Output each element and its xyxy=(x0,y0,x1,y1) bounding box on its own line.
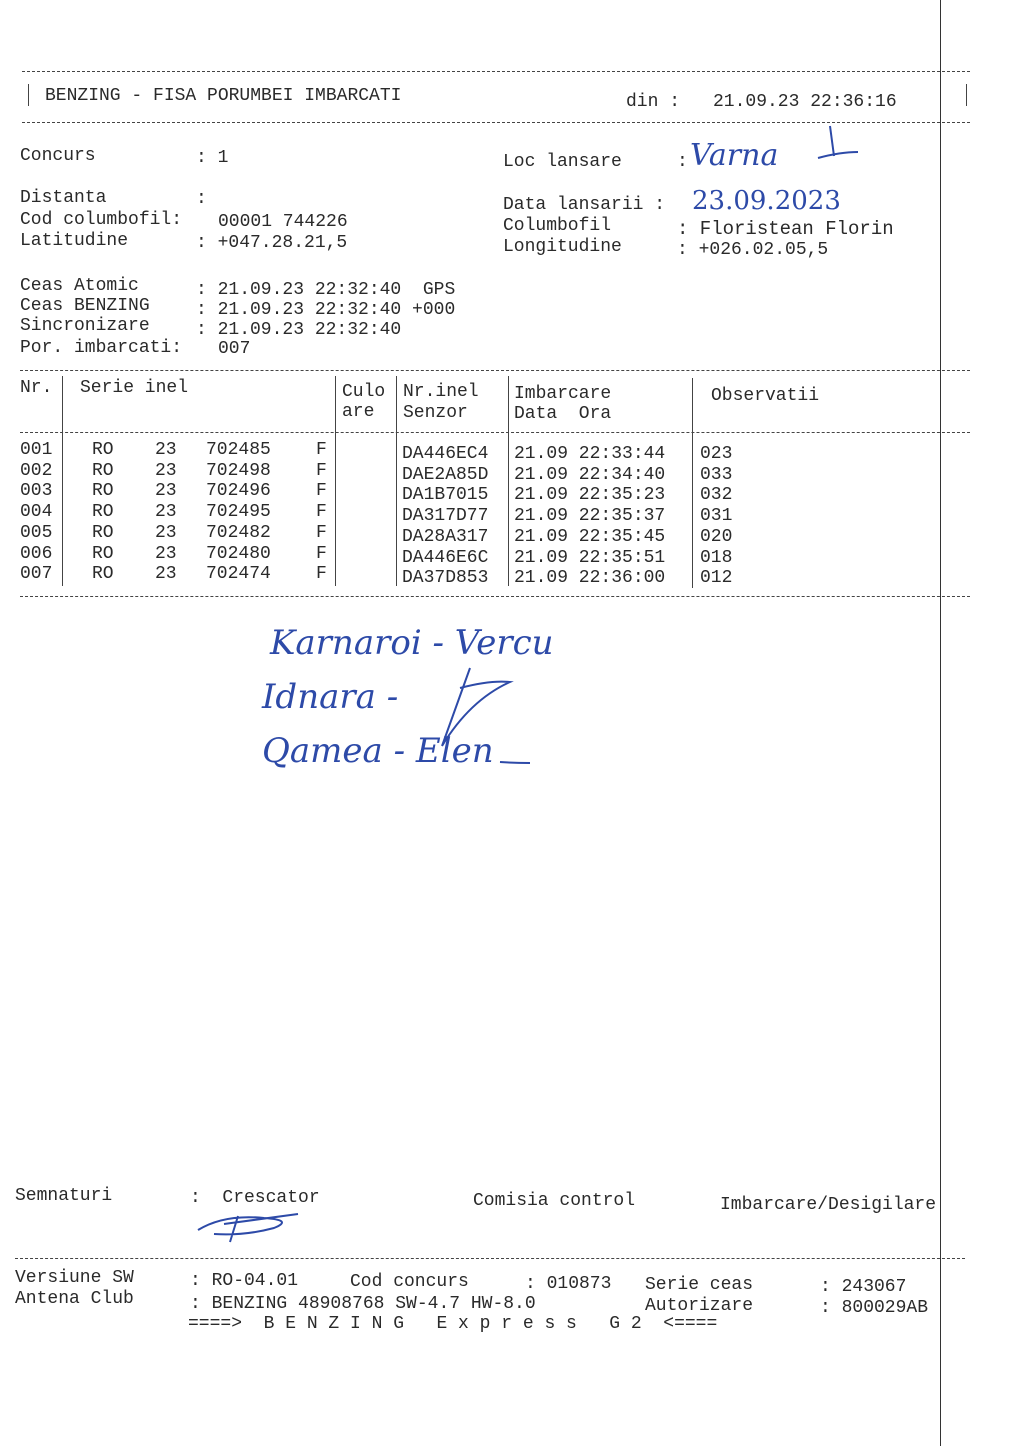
cell-inel: 702485 xyxy=(206,440,271,460)
por-imbarcati-value: 007 xyxy=(218,339,251,359)
benzing-express-banner: ====> B E N Z I N G E x p r e s s G 2 <==== xyxy=(188,1314,718,1334)
cell-tara: RO xyxy=(92,543,114,564)
cell-obs: 020 xyxy=(700,526,733,547)
cod-concurs-label: Cod concurs xyxy=(350,1272,469,1292)
handwritten-signature-mark xyxy=(430,660,530,770)
cell-data: 21.09 22:35:51 xyxy=(514,547,666,568)
crescator-label: : Crescator xyxy=(190,1188,320,1208)
loc-lansare-mark xyxy=(812,122,862,162)
document-title: BENZING - FISA PORUMBEI IMBARCATI xyxy=(45,86,402,106)
autorizare-value: : 800029AB xyxy=(820,1298,929,1318)
cell-sex: F xyxy=(316,481,327,502)
cell-an: 23 xyxy=(155,440,177,460)
cell-nr: 004 xyxy=(20,502,53,523)
cell-sex: F xyxy=(316,522,327,543)
col-header-nr: Nr. xyxy=(20,378,53,398)
header-top-border xyxy=(22,71,970,72)
cell-nr: 002 xyxy=(20,460,53,481)
cell-an: 23 xyxy=(155,522,177,543)
cell-sex: F xyxy=(316,460,327,481)
cell-data: 21.09 22:33:44 xyxy=(514,444,666,464)
cod-columbofil-label: Cod columbofil: xyxy=(20,210,183,230)
cell-tara: RO xyxy=(92,522,114,543)
cell-tara: RO xyxy=(92,460,114,481)
ceas-atomic-value: : 21.09.23 22:32:40 GPS xyxy=(196,280,456,300)
cell-tara: RO xyxy=(92,564,114,585)
versiune-sw-value: : RO-04.01 xyxy=(190,1271,299,1291)
header-right-border xyxy=(966,84,967,106)
cell-senzor: DAE2A85D xyxy=(402,464,489,485)
cod-columbofil-value: 00001 744226 xyxy=(218,212,348,232)
loc-lansare-handwritten: Varna xyxy=(690,138,779,173)
columbofil-value: : Floristean Florin xyxy=(677,218,894,240)
col-sep-1 xyxy=(62,376,63,586)
autorizare-label: Autorizare xyxy=(645,1296,754,1316)
cell-senzor: DA37D853 xyxy=(402,568,489,589)
cell-obs: 023 xyxy=(700,444,733,464)
cell-tara: RO xyxy=(92,481,114,502)
cell-sex: F xyxy=(316,502,327,523)
cell-nr: 006 xyxy=(20,543,53,564)
antena-club-label: Antena Club xyxy=(15,1289,134,1309)
loc-lansare-colon: : xyxy=(677,152,688,172)
sincronizare-label: Sincronizare xyxy=(20,316,150,336)
cell-senzor: DA446EC4 xyxy=(402,444,489,464)
cell-tara: RO xyxy=(92,440,114,460)
col-sep-2 xyxy=(335,376,336,586)
data-lansarii-label: Data lansarii : xyxy=(503,195,666,215)
crescator-signature xyxy=(194,1206,304,1246)
loc-lansare-label: Loc lansare xyxy=(503,152,622,172)
cell-an: 23 xyxy=(155,564,177,585)
serie-ceas-label: Serie ceas xyxy=(645,1275,754,1295)
distanta-label: Distanta xyxy=(20,188,107,208)
col-sep-4 xyxy=(508,376,509,586)
cell-senzor: DA1B7015 xyxy=(402,485,489,506)
cell-nr: 005 xyxy=(20,522,53,543)
comisia-control-label: Comisia control xyxy=(473,1191,636,1211)
latitudine-label: Latitudine xyxy=(20,231,129,251)
cell-inel: 702495 xyxy=(206,502,271,523)
cell-nr: 003 xyxy=(20,481,53,502)
data-lansarii-handwritten: 23.09.2023 xyxy=(692,186,841,216)
serie-ceas-value: : 243067 xyxy=(820,1277,907,1297)
semnaturi-label: Semnaturi xyxy=(15,1186,113,1206)
cell-data: 21.09 22:35:45 xyxy=(514,526,666,547)
cell-data: 21.09 22:36:00 xyxy=(514,568,666,589)
ceas-benzing-label: Ceas BENZING xyxy=(20,296,150,316)
table-header-divider xyxy=(20,432,970,433)
cell-senzor: DA446E6C xyxy=(402,547,489,568)
sincronizare-value: : 21.09.23 22:32:40 xyxy=(196,320,402,340)
cell-sex: F xyxy=(316,440,327,460)
cell-senzor: DA317D77 xyxy=(402,506,489,527)
handwritten-note-2: Idnara - xyxy=(262,677,399,717)
col-header-nrinel: Nr.inel xyxy=(403,382,479,402)
col-header-culo-2: are xyxy=(342,402,375,422)
cell-sex: F xyxy=(316,564,327,585)
col-header-culo: Culo xyxy=(342,382,386,402)
longitudine-label: Longitudine xyxy=(503,237,622,257)
cell-data: 21.09 22:35:23 xyxy=(514,485,666,506)
concurs-value: : 1 xyxy=(196,148,229,168)
page-edge-line xyxy=(940,0,941,1446)
cell-an: 23 xyxy=(155,502,177,523)
longitudine-value: : +026.02.05,5 xyxy=(677,240,829,260)
antena-club-value: : BENZING 48908768 SW-4.7 HW-8.0 xyxy=(190,1294,536,1314)
cell-senzor: DA28A317 xyxy=(402,526,489,547)
header-din-label: din : xyxy=(626,92,681,112)
versiune-sw-label: Versiune SW xyxy=(15,1268,134,1288)
cell-sex: F xyxy=(316,543,327,564)
cell-inel: 702496 xyxy=(206,481,271,502)
cell-inel: 702498 xyxy=(206,460,271,481)
table-bottom-border xyxy=(20,596,970,597)
distanta-value: : xyxy=(196,189,207,209)
cell-obs: 032 xyxy=(700,485,733,506)
col-sep-5 xyxy=(692,378,693,588)
cell-inel: 702480 xyxy=(206,543,271,564)
header-left-border xyxy=(28,84,29,106)
handwritten-note-1: Karnaroi - Vercu xyxy=(270,623,554,663)
concurs-label: Concurs xyxy=(20,146,96,166)
cell-tara: RO xyxy=(92,502,114,523)
cell-an: 23 xyxy=(155,543,177,564)
por-imbarcati-label: Por. imbarcati: xyxy=(20,338,183,358)
ceas-benzing-value: : 21.09.23 22:32:40 +000 xyxy=(196,300,456,320)
ceas-atomic-label: Ceas Atomic xyxy=(20,276,139,296)
cell-inel: 702474 xyxy=(206,564,271,585)
col-header-senzor: Senzor xyxy=(403,403,468,423)
latitudine-value: : +047.28.21,5 xyxy=(196,233,348,253)
cod-concurs-value: : 010873 xyxy=(525,1274,612,1294)
col-header-imbarcare: Imbarcare xyxy=(514,384,612,404)
footer-divider xyxy=(15,1258,965,1259)
columbofil-label: Columbofil xyxy=(503,216,612,236)
cell-an: 23 xyxy=(155,460,177,481)
cell-data: 21.09 22:35:37 xyxy=(514,506,666,527)
header-din-value: 21.09.23 22:36:16 xyxy=(713,92,897,112)
col-sep-3 xyxy=(396,376,397,586)
cell-nr: 007 xyxy=(20,564,53,585)
cell-obs: 033 xyxy=(700,464,733,485)
cell-obs: 018 xyxy=(700,547,733,568)
cell-inel: 702482 xyxy=(206,522,271,543)
cell-data: 21.09 22:34:40 xyxy=(514,464,666,485)
table-top-border xyxy=(20,370,970,371)
col-header-data-ora: Data Ora xyxy=(514,404,612,424)
cell-an: 23 xyxy=(155,481,177,502)
cell-obs: 031 xyxy=(700,506,733,527)
col-header-observatii: Observatii xyxy=(711,386,820,406)
col-header-serie: Serie inel xyxy=(80,378,189,398)
cell-obs: 012 xyxy=(700,568,733,589)
handwritten-note-3: Qamea - Elen xyxy=(262,731,494,771)
imbarcare-desigilare-label: Imbarcare/Desigilare xyxy=(720,1195,937,1215)
cell-nr: 001 xyxy=(20,440,53,460)
